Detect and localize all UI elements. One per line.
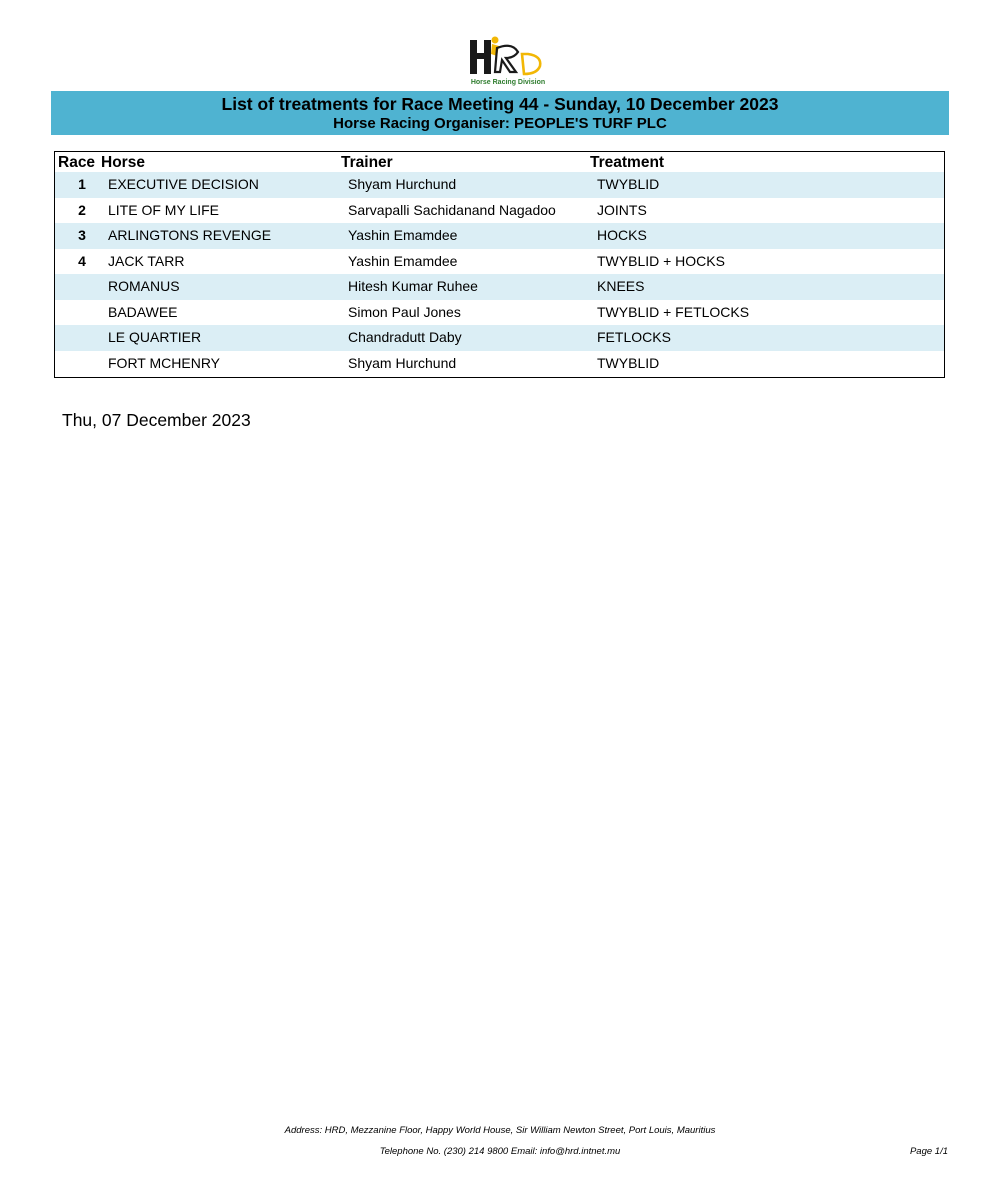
page-subtitle: Horse Racing Organiser: PEOPLE'S TURF PLC xyxy=(333,115,667,132)
trainer-cell: Yashin Emamdee xyxy=(348,227,458,243)
trainer-cell: Sarvapalli Sachidanand Nagadoo xyxy=(348,201,556,218)
column-header-horse: Horse xyxy=(101,154,145,171)
table-row xyxy=(55,172,944,198)
table-header xyxy=(55,152,944,172)
table-row xyxy=(55,274,944,300)
race-cell: 2 xyxy=(78,201,86,218)
column-header-trainer: Trainer xyxy=(341,154,393,171)
trainer-cell: Chandradutt Daby xyxy=(348,329,462,345)
treatment-cell: FETLOCKS xyxy=(597,329,671,345)
page-number: Page 1/1 xyxy=(909,1146,948,1157)
column-header-treatment: Treatment xyxy=(590,154,665,171)
trainer-cell: Shyam Hurchund xyxy=(348,354,457,371)
horse-cell: BADAWEE xyxy=(108,303,178,320)
table-row xyxy=(55,351,944,377)
table-row xyxy=(55,223,944,249)
treatment-cell: TWYBLID + FETLOCKS xyxy=(597,303,750,320)
trainer-cell: Shyam Hurchund xyxy=(348,176,457,192)
horse-cell: JACK TARR xyxy=(108,252,185,269)
horse-cell: LE QUARTIER xyxy=(108,329,202,345)
table-row xyxy=(55,300,944,326)
treatment-cell: TWYBLID xyxy=(597,176,660,192)
treatment-cell: TWYBLID + HOCKS xyxy=(597,252,725,269)
race-cell: 1 xyxy=(78,176,86,192)
footer-address: Address: HRD, Mezzanine Floor, Happy World House, Sir William Newton Street, Port Louis, Mauritius xyxy=(284,1125,716,1136)
footer-telephone: Telephone No. (230) 214 9800 Email: info@hrd.intnet.mu xyxy=(379,1146,621,1157)
trainer-cell: Yashin Emamdee xyxy=(348,252,458,269)
page-title: List of treatments for Race Meeting 44 - Sunday, 10 December 2023 xyxy=(221,94,779,114)
treatments-table xyxy=(54,151,945,378)
treatment-cell: JOINTS xyxy=(597,201,647,218)
treatment-cell: TWYBLID xyxy=(597,354,660,371)
print-date: Thu, 07 December 2023 xyxy=(62,410,251,430)
treatment-cell: HOCKS xyxy=(597,227,647,243)
race-cell: 3 xyxy=(78,227,86,243)
treatment-cell: KNEES xyxy=(597,278,645,294)
table-row xyxy=(55,325,944,351)
table-row xyxy=(55,198,944,224)
horse-cell: ARLINGTONS REVENGE xyxy=(108,227,272,243)
table-row xyxy=(55,249,944,275)
race-cell: 4 xyxy=(78,252,86,269)
horse-cell: ROMANUS xyxy=(108,278,180,294)
column-header-race: Race xyxy=(58,154,96,171)
title-banner xyxy=(51,91,949,135)
horse-cell: EXECUTIVE DECISION xyxy=(108,176,259,192)
trainer-cell: Simon Paul Jones xyxy=(348,303,461,320)
horse-cell: FORT MCHENRY xyxy=(108,354,221,371)
trainer-cell: Hitesh Kumar Ruhee xyxy=(348,278,478,294)
horse-cell: LITE OF MY LIFE xyxy=(108,201,219,218)
logo-caption: Horse Racing Division xyxy=(470,79,546,86)
